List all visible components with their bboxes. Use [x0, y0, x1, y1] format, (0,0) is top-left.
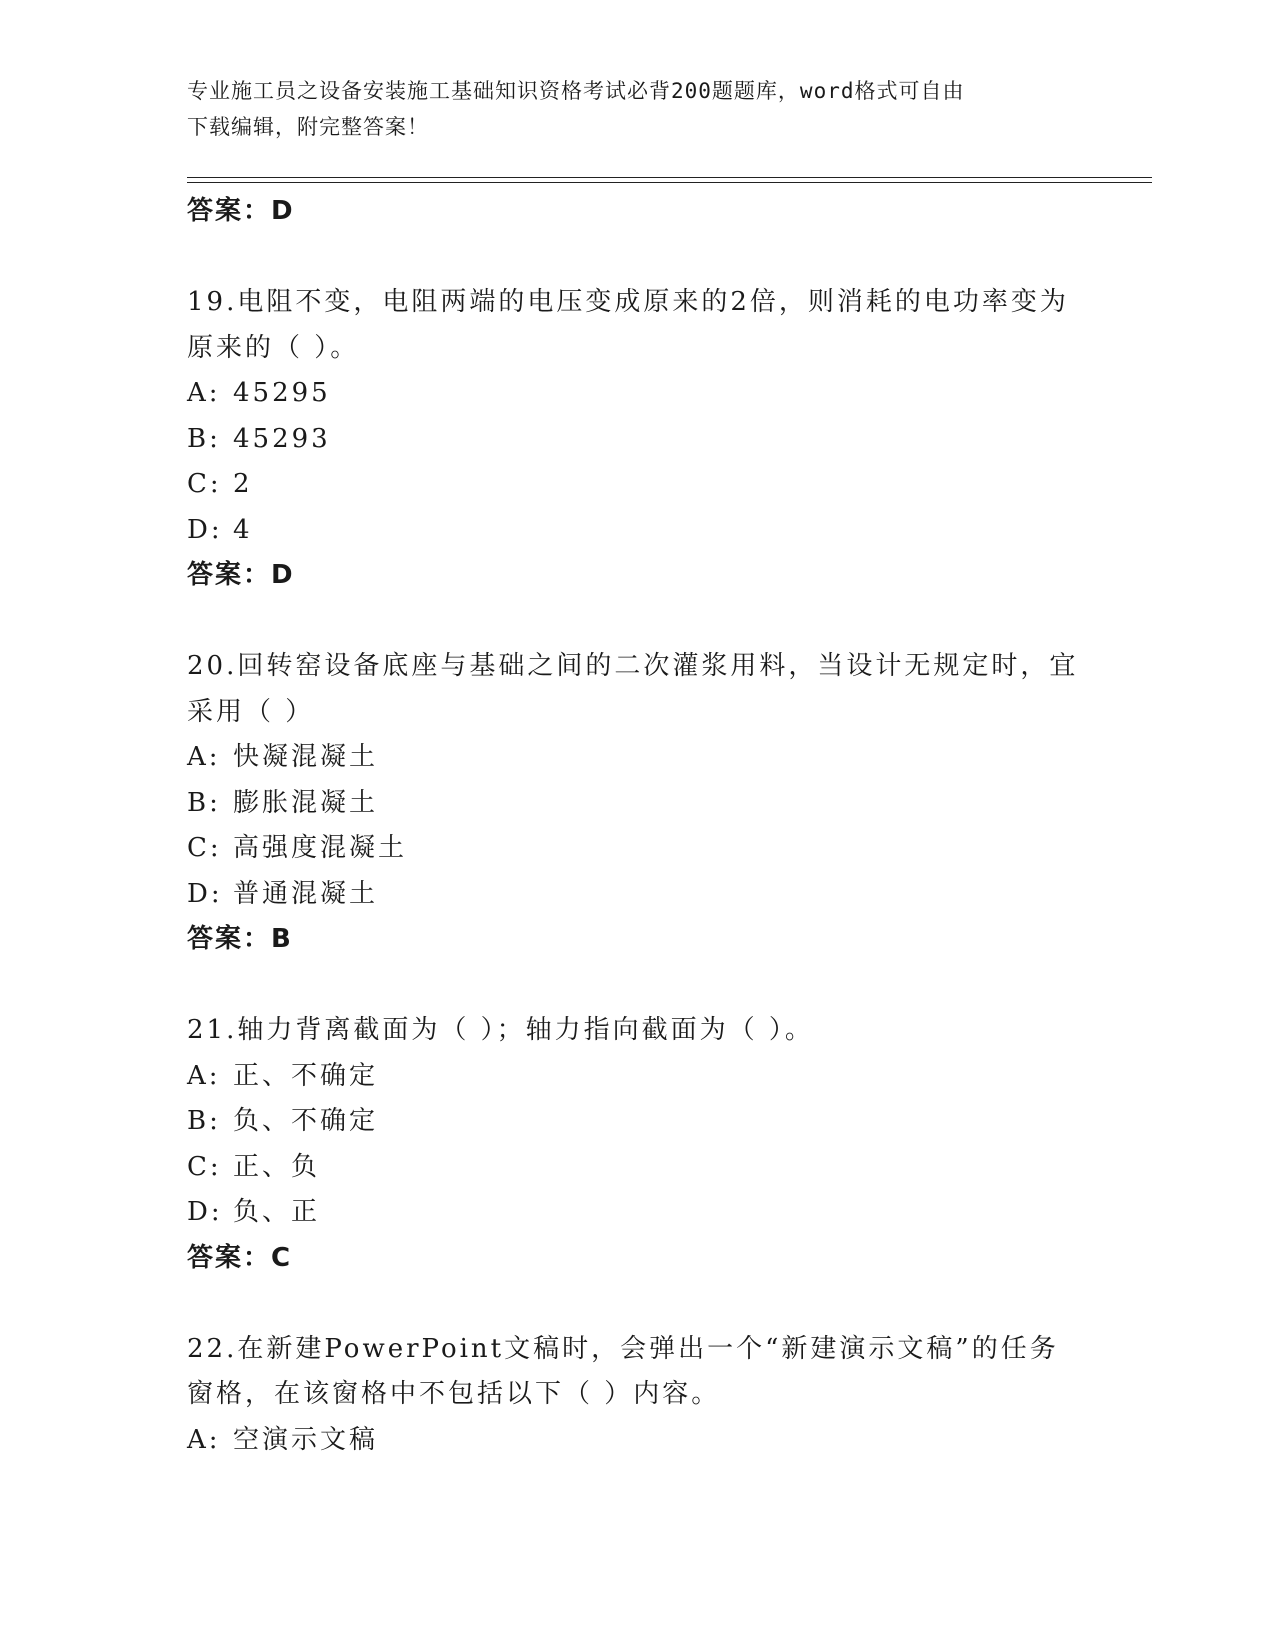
option-d: D: 普通混凝土 [187, 878, 379, 909]
header-divider-top [187, 177, 1152, 178]
header-line-1: 专业施工员之设备安装施工基础知识资格考试必背200题题库，word格式可自由 [187, 79, 965, 103]
option-d: D: 负、正 [187, 1197, 321, 1227]
header-divider-bottom [187, 182, 1152, 183]
answer: 答案：D [187, 560, 295, 590]
option-b: B: 膨胀混凝土 [187, 787, 379, 818]
question-text: 采用（ ） [187, 696, 315, 727]
question-list [187, 189, 1087, 1463]
question-text: 窗格，在该窗格中不包括以下（ ）内容。 [187, 1379, 721, 1409]
option-c: C: 2 [187, 469, 253, 499]
question-text: 19.电阻不变，电阻两端的电压变成原来的2倍，则消耗的电功率变为 [187, 287, 1069, 317]
option-d: D: 4 [187, 514, 253, 545]
question-20 [187, 644, 1087, 963]
question-21 [187, 1008, 1087, 1281]
question-text: 22.在新建PowerPoint文稿时，会弹出一个“新建演示文稿”的任务 [187, 1333, 1059, 1364]
option-b: B: 负、不确定 [187, 1106, 379, 1136]
question-text: 原来的（ ）。 [187, 332, 360, 363]
question-22 [187, 1327, 1087, 1464]
option-c: C: 正、负 [187, 1151, 321, 1182]
option-b: B: 45293 [187, 423, 331, 454]
header-line-2: 下载编辑，附完整答案！ [187, 115, 429, 139]
answer: 答案：C [187, 1242, 293, 1273]
question-text: 21.轴力背离截面为（ ）；轴力指向截面为（ ）。 [187, 1015, 814, 1045]
question-text: 20.回转窑设备底座与基础之间的二次灌浆用料，当设计无规定时，宜 [187, 651, 1079, 681]
option-a: A: 快凝混凝土 [187, 742, 379, 772]
previous-answer: 答案：D [187, 196, 295, 226]
document-header [187, 73, 1087, 145]
answer: 答案：B [187, 924, 293, 954]
option-a: A: 45295 [187, 378, 331, 408]
option-c: C: 高强度混凝土 [187, 833, 408, 863]
option-a: A: 空演示文稿 [187, 1424, 379, 1455]
option-a: A: 正、不确定 [187, 1060, 379, 1091]
question-19 [187, 280, 1087, 599]
